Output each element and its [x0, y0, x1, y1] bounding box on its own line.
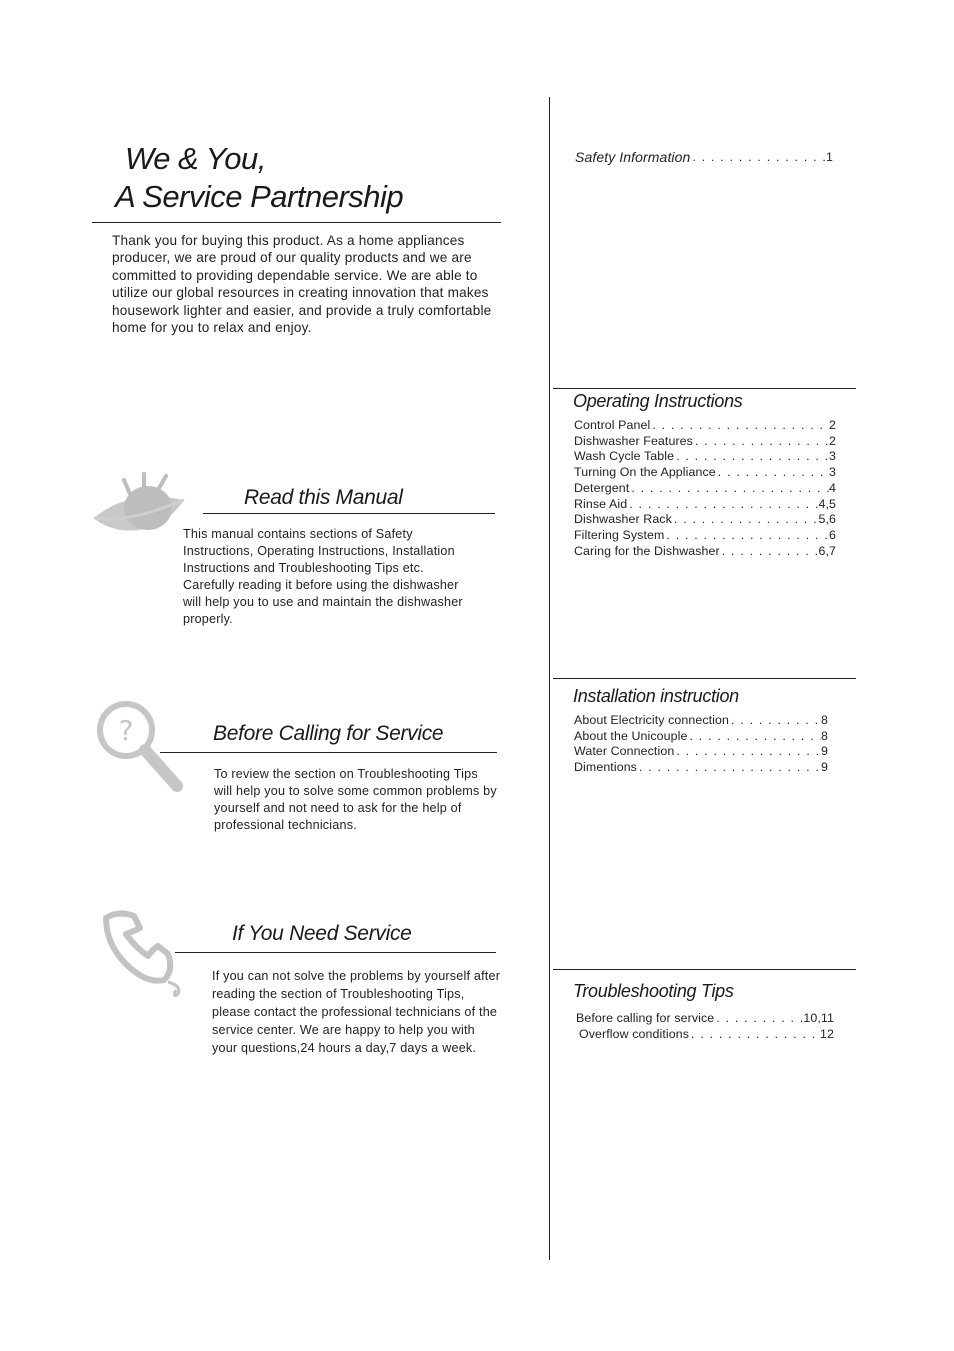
toc-item-page: 6,7: [818, 543, 836, 558]
section-divider: [203, 513, 495, 514]
toc-item-page: 8: [821, 713, 828, 727]
section-heading-read-manual: Read this Manual: [244, 486, 403, 509]
toc-divider: [553, 969, 856, 970]
toc-item-label: Dimentions: [574, 760, 637, 775]
section-heading-need-service: If You Need Service: [232, 922, 412, 945]
toc-leader: [674, 744, 821, 760]
telephone-handset-icon: [96, 908, 192, 1000]
toc-item[interactable]: [574, 434, 836, 450]
toc-item[interactable]: [574, 465, 836, 481]
toc-leader: [629, 481, 829, 497]
toc-leader: [729, 713, 821, 729]
toc-leader: [714, 1011, 803, 1027]
toc-item-label: Water Connection: [574, 744, 675, 759]
section-body-before-calling: To review the section on Troubleshooting Tips will help you to solve some common problems by yourself and not need to ask for the help of professional technicians.: [214, 767, 497, 832]
toc-item-label: About the Unicouple: [574, 728, 688, 743]
toc-item-label: Before calling for service: [576, 1011, 715, 1025]
toc-item-page: 8: [821, 728, 828, 743]
toc-item-page: 10,11: [803, 1011, 834, 1025]
toc-leader: [689, 1027, 820, 1043]
toc-item[interactable]: [574, 418, 836, 434]
toc-item-page: 1: [826, 150, 833, 164]
toc-item-label: Control Panel: [574, 418, 651, 432]
toc-leader: [650, 418, 829, 434]
toc-item-label: Caring for the Dishwasher: [574, 543, 720, 558]
column-divider: [549, 97, 550, 1260]
toc-item-page: 2: [829, 418, 836, 432]
toc-leader: [664, 528, 829, 544]
toc-leader: [688, 729, 822, 745]
toc-leader: [672, 512, 819, 528]
toc-item[interactable]: [576, 1011, 834, 1027]
toc-item[interactable]: [574, 544, 836, 560]
title-line-1: We & You,: [125, 141, 266, 176]
section-heading-before-calling: Before Calling for Service: [213, 722, 444, 745]
toc-item-label: Turning On the Appliance: [574, 465, 716, 480]
toc-item-page: 4,5: [818, 496, 836, 511]
toc-item-page: 4: [829, 480, 836, 495]
toc-item-page: 3: [829, 449, 836, 464]
toc-item-page: 9: [821, 760, 828, 775]
toc-item-label: Filtering System: [574, 527, 665, 542]
toc-item[interactable]: [574, 481, 836, 497]
toc-item[interactable]: [575, 150, 833, 166]
toc-item[interactable]: [576, 1027, 834, 1043]
title-line-2: A Service Partnership: [115, 179, 404, 214]
toc-item-label: Safety Information: [575, 149, 691, 165]
toc-heading-installation: Installation instruction: [573, 686, 739, 706]
toc-item-label: About Electricity connection: [574, 713, 730, 727]
toc-list-installation: [574, 713, 828, 776]
toc-safety: [575, 150, 833, 166]
toc-item[interactable]: [574, 497, 836, 513]
toc-item[interactable]: [574, 449, 836, 465]
toc-item-page: 5,6: [818, 512, 836, 527]
toc-leader: [720, 544, 819, 560]
toc-list-troubleshooting: [576, 1011, 834, 1042]
toc-item[interactable]: [574, 528, 836, 544]
toc-leader: [693, 434, 829, 450]
toc-item[interactable]: [574, 760, 828, 776]
page-title: [115, 140, 403, 216]
toc-item-label: Rinse Aid: [574, 496, 628, 511]
toc-divider: [553, 678, 856, 679]
toc-item-page: 3: [829, 465, 836, 480]
toc-item-label: Detergent: [574, 480, 630, 495]
toc-item-page: 2: [829, 433, 836, 448]
toc-item-label: Dishwasher Features: [574, 433, 693, 448]
toc-item[interactable]: [574, 744, 828, 760]
section-body-read-manual: This manual contains sections of Safety Instructions, Operating Instructions, Installation Instructions and Troubleshooting Tips etc. Carefully reading it before using the dishwasher will help you to use and maintain the dishwasher properly.: [183, 527, 463, 626]
section-divider: [175, 952, 496, 953]
toc-heading-troubleshooting: Troubleshooting Tips: [573, 981, 734, 1001]
toc-divider: [553, 388, 856, 389]
toc-leader: [674, 449, 829, 465]
magnifier-question-icon: [95, 700, 187, 795]
toc-leader: [637, 760, 821, 776]
toc-item-label: Overflow conditions: [579, 1026, 690, 1041]
toc-heading-operating: Operating Instructions: [573, 391, 743, 411]
toc-item-page: 6: [829, 527, 836, 542]
toc-item-page: 9: [821, 744, 828, 759]
toc-item[interactable]: [574, 729, 828, 745]
section-divider: [160, 752, 497, 753]
toc-item-page: 12: [820, 1026, 834, 1041]
svg-text:?: ?: [118, 714, 134, 747]
toc-item[interactable]: [574, 713, 828, 729]
toc-list-operating: [574, 418, 836, 559]
toc-item-label: Dishwasher Rack: [574, 512, 672, 527]
toc-leader: [690, 150, 826, 166]
toc-item[interactable]: [574, 512, 836, 528]
toc-leader: [627, 497, 818, 513]
toc-item-label: Wash Cycle Table: [574, 449, 675, 464]
toc-leader: [716, 465, 829, 481]
intro-paragraph: Thank you for buying this product. As a home appliances producer, we are proud of our quality products and we are committed to providing dependable service. We are able to utilize our global resources in creating innovation that makes housework lighter and easier, and provide a truly comfortable home for you to relax and enjoy.: [112, 233, 492, 336]
title-divider: [92, 222, 501, 223]
section-body-need-service: If you can not solve the problems by yourself after reading the section of Troubleshooting Tips, please contact the professional technicians of the service center. We are happy to help you with your questions,24 hours a day,7 days a week.: [212, 969, 501, 1055]
